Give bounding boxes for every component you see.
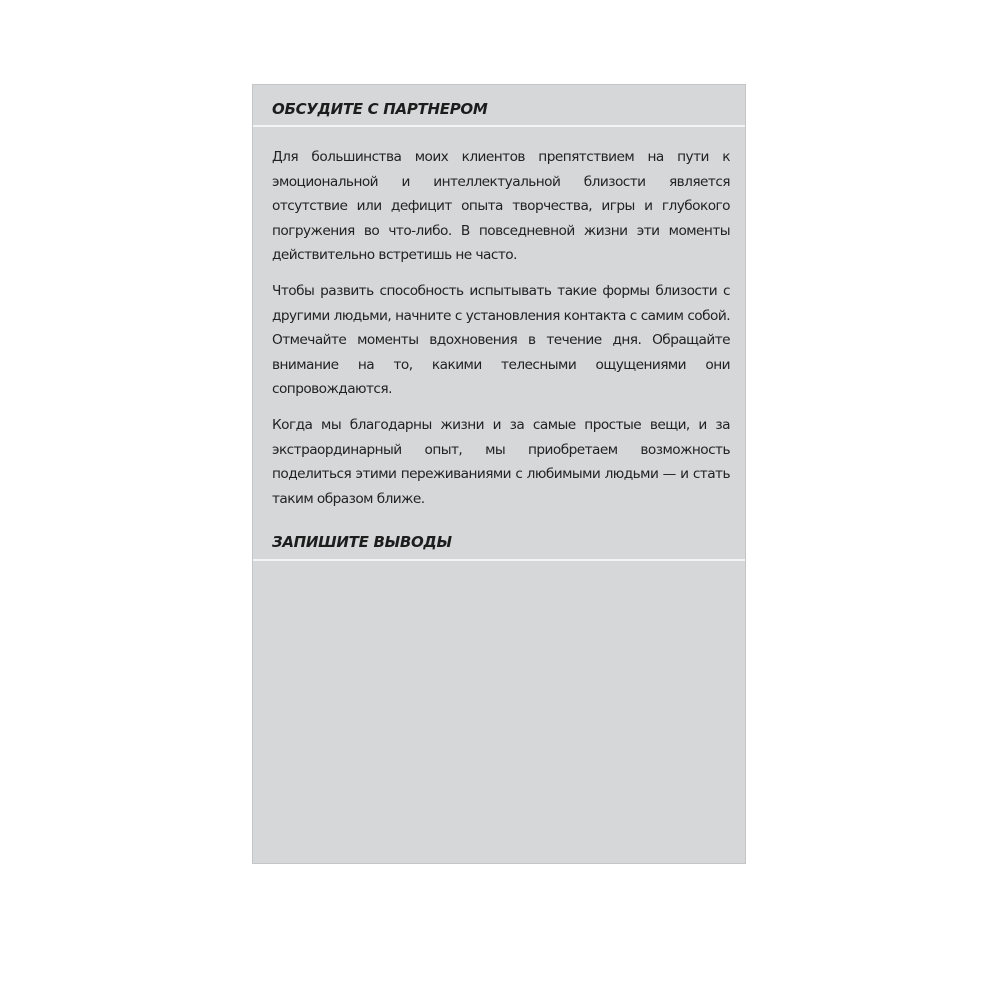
notes-header (253, 531, 745, 561)
paragraph-1: Для большинства моих клиентов препятствием на пути к эмоциональной и интеллектуальной близости является отсутствие или дефицит опыта творчества, игры и глубокого погружения во что-либо. В повседневной жизни эти моменты действительно встретишь не часто. (272, 149, 730, 264)
card-body (272, 145, 730, 522)
notes-title: ЗАПИШИТЕ ВЫВОДЫ (272, 533, 452, 551)
discuss-title: ОБСУДИТЕ С ПАРТНЕРОМ (272, 100, 488, 118)
discuss-header (253, 85, 745, 127)
exercise-card (252, 84, 746, 864)
paragraph-2: Чтобы развить способность испытывать такие формы близости с другими людьми, начните с установления контакта с самим собой. Отмечайте моменты вдохновения в течение дня. Обращайте внимание на то, какими телесными ощущениями они сопровождаются. (272, 282, 730, 398)
notes-writing-area[interactable] (253, 563, 745, 863)
paragraph-3: Когда мы благодарны жизни и за самые простые вещи, и за экстраординарный опыт, мы приобретаем возможность поделиться этими переживаниями с любимыми людьми — и стать таким образом ближе. (272, 416, 730, 507)
